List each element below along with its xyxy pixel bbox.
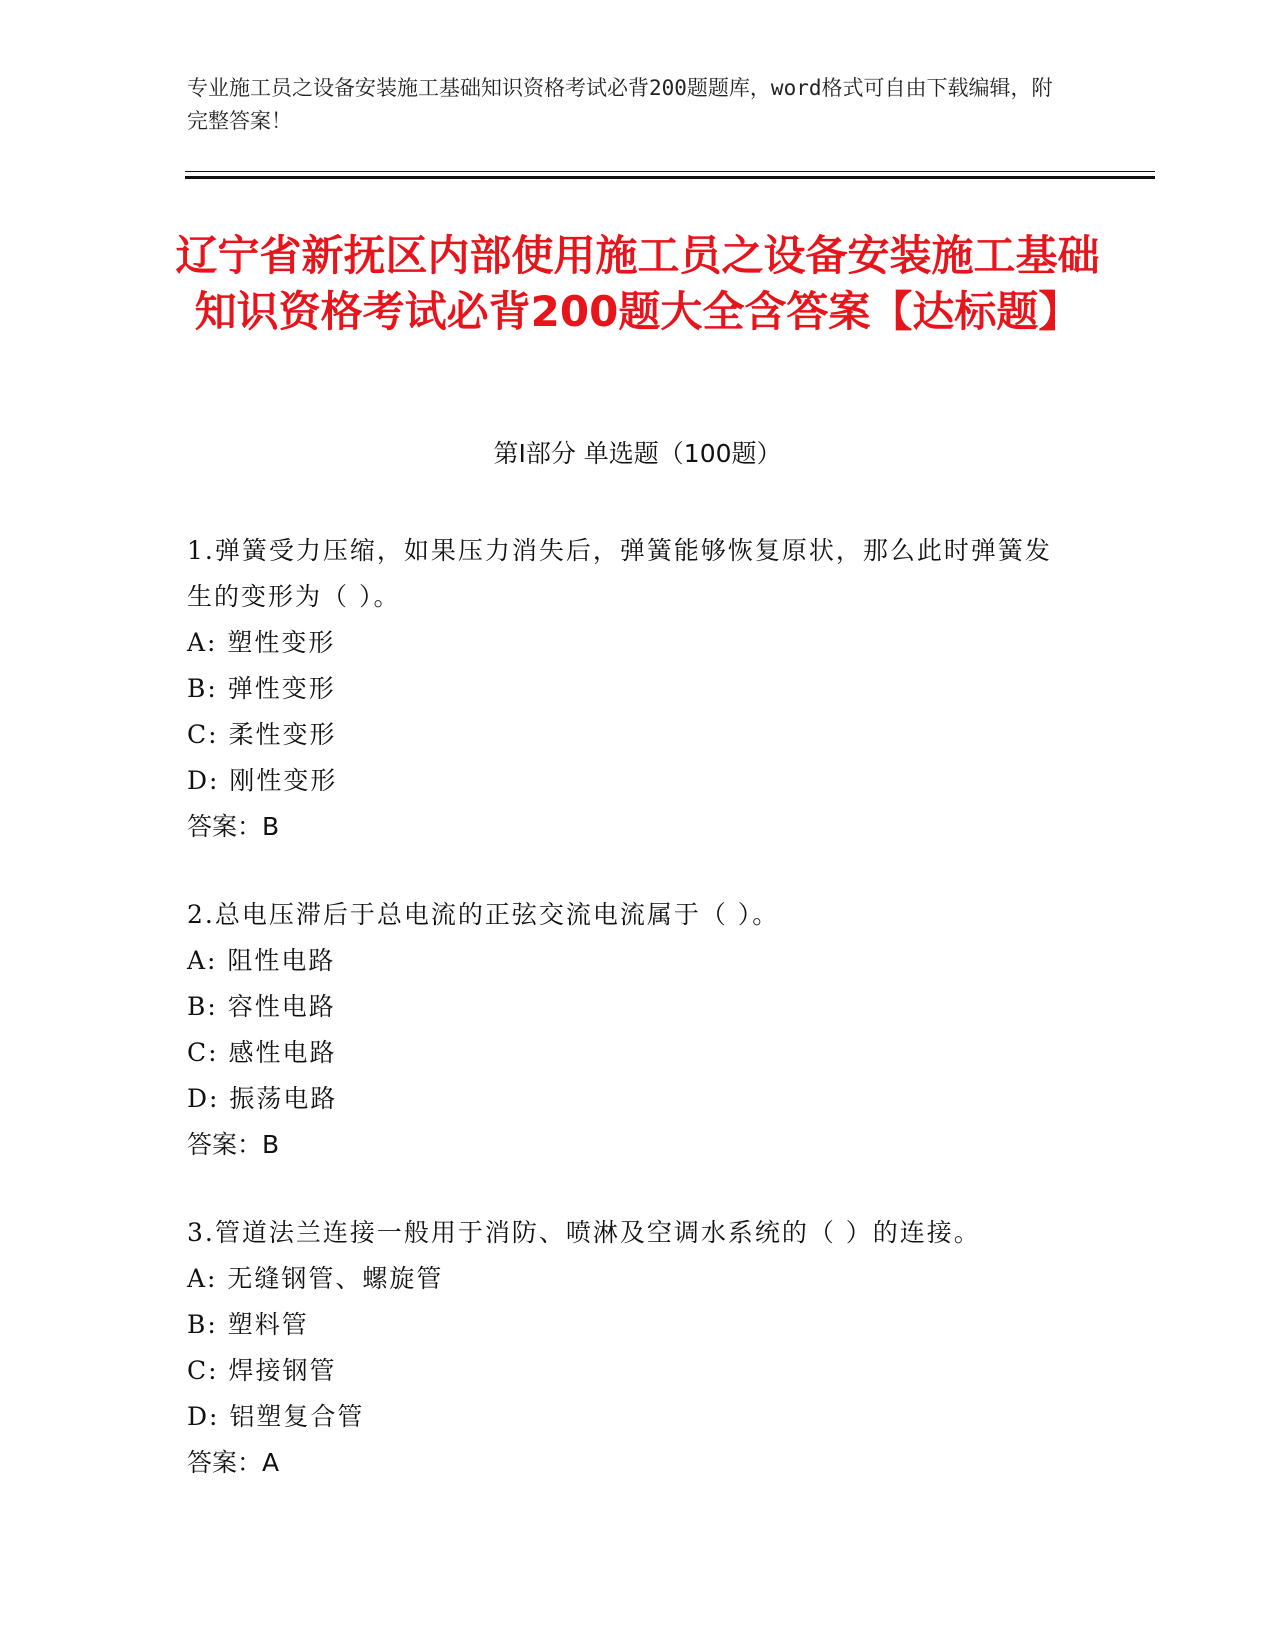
option-a: A: 无缝钢管、螺旋管 xyxy=(187,1264,444,1293)
question-stem: 2.总电压滞后于总电流的正弦交流电流属于（ ）。 xyxy=(187,900,780,929)
question-list xyxy=(187,528,1067,1528)
option-b: B: 容性电路 xyxy=(187,992,336,1021)
header-description: 专业施工员之设备安装施工基础知识资格考试必背200题题库，word格式可自由下载编辑，附完整答案！ xyxy=(187,76,1053,133)
question-stem: 1.弹簧受力压缩，如果压力消失后，弹簧能够恢复原状，那么此时弹簧发生的变形为（ ）。 xyxy=(187,536,1052,611)
document-title: 辽宁省新抚区内部使用施工员之设备安装施工基础知识资格考试必背200题大全含答案【达标题】 xyxy=(175,231,1100,336)
option-b: B: 塑料管 xyxy=(187,1310,309,1339)
option-a: A: 塑性变形 xyxy=(187,628,336,657)
option-d: D: 刚性变形 xyxy=(187,766,338,795)
section-heading: 第Ⅰ部分 单选题（100题） xyxy=(493,439,782,468)
question-item xyxy=(187,892,1067,1168)
answer-line: 答案：B xyxy=(187,1130,280,1159)
option-c: C: 柔性变形 xyxy=(187,720,337,749)
question-item xyxy=(187,1210,1067,1486)
answer-line: 答案：A xyxy=(187,1448,280,1477)
option-b: B: 弹性变形 xyxy=(187,674,336,703)
header-divider-thick xyxy=(185,176,1155,179)
option-d: D: 铝塑复合管 xyxy=(187,1402,365,1431)
question-item xyxy=(187,528,1067,850)
option-a: A: 阻性电路 xyxy=(187,946,336,975)
option-c: C: 焊接钢管 xyxy=(187,1356,337,1385)
header-divider-thin xyxy=(185,171,1155,172)
question-stem: 3.管道法兰连接一般用于消防、喷淋及空调水系统的（ ）的连接。 xyxy=(187,1218,981,1247)
answer-line: 答案：B xyxy=(187,812,280,841)
option-c: C: 感性电路 xyxy=(187,1038,337,1067)
option-d: D: 振荡电路 xyxy=(187,1084,338,1113)
